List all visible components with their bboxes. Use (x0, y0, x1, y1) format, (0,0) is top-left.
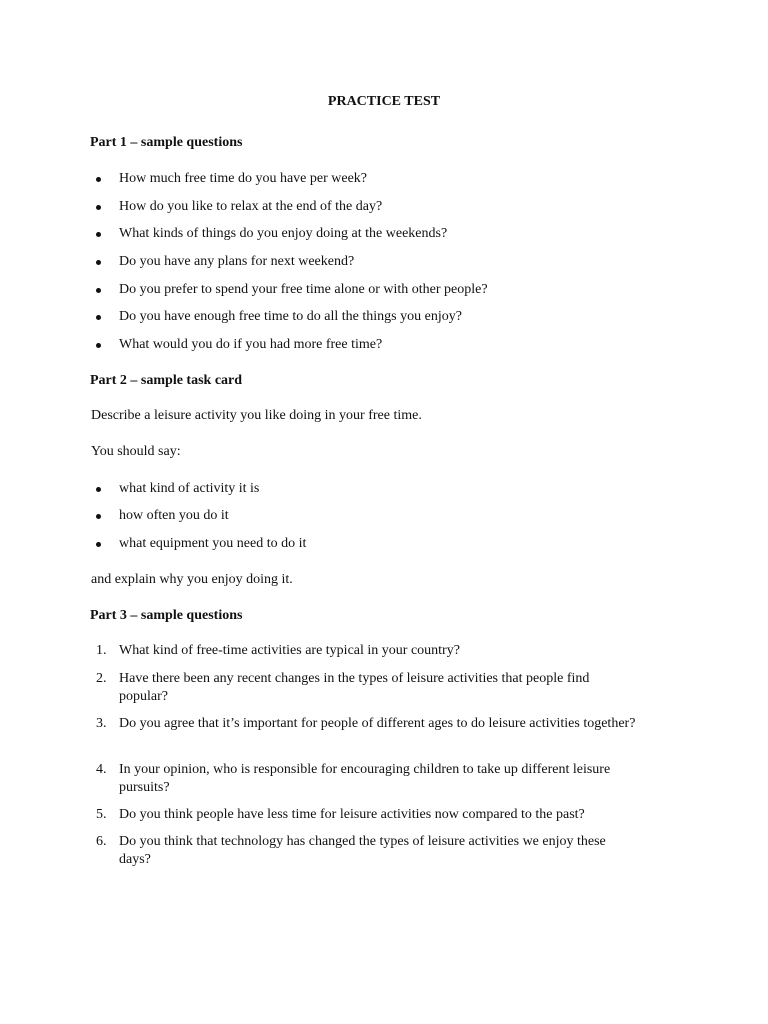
part1-question (0, 171, 600, 187)
part2-heading: Part 2 – sample task card (90, 373, 243, 388)
task-description: Describe a leisure activity you like doing in your free time. (91, 408, 422, 423)
bullet-icon (96, 343, 101, 348)
question-number: 3. (96, 716, 107, 731)
part1-question (0, 309, 600, 325)
task-closing: and explain why you enjoy doing it. (91, 572, 293, 587)
question-text: Have there been any recent changes in the types of leisure activities that people find popular? (119, 671, 590, 704)
question-text: What kind of free-time activities are typical in your country? (119, 643, 460, 658)
question-text: Do you prefer to spend your free time alone or with other people? (119, 282, 488, 297)
question-number: 1. (96, 643, 107, 658)
should-say-label: You should say: (91, 444, 181, 459)
question-number: 2. (96, 671, 107, 686)
task-point (0, 508, 600, 524)
bullet-icon (96, 315, 101, 320)
question-text: Do you think that technology has changed the types of leisure activities we enjoy these days? (119, 834, 606, 867)
question-text: Do you have enough free time to do all the things you enjoy? (119, 309, 462, 324)
question-text: Do you agree that it’s important for people of different ages to do leisure activities together? (119, 716, 636, 731)
bullet-icon (96, 487, 101, 492)
bullet-icon (96, 288, 101, 293)
bullet-icon (96, 205, 101, 210)
question-text: Do you have any plans for next weekend? (119, 254, 355, 269)
question-text: How do you like to relax at the end of the day? (119, 199, 383, 214)
question-number: 4. (96, 762, 107, 777)
question-number: 5. (96, 807, 107, 822)
part1-question (0, 282, 600, 298)
bullet-icon (96, 260, 101, 265)
page-title: PRACTICE TEST (327, 94, 441, 109)
point-text: what kind of activity it is (119, 481, 260, 496)
bullet-icon (96, 177, 101, 182)
bullet-icon (96, 514, 101, 519)
question-text: What kinds of things do you enjoy doing at the weekends? (119, 226, 448, 241)
bullet-icon (96, 542, 101, 547)
question-text: In your opinion, who is responsible for encouraging children to take up different leisure pursuits? (119, 762, 611, 795)
question-text: How much free time do you have per week? (119, 171, 368, 186)
part1-question (0, 226, 600, 242)
part1-question (0, 254, 600, 270)
part1-question (0, 199, 600, 215)
task-point (0, 536, 600, 552)
point-text: what equipment you need to do it (119, 536, 307, 551)
question-number: 6. (96, 834, 107, 849)
question-text: Do you think people have less time for leisure activities now compared to the past? (119, 807, 585, 822)
question-text: What would you do if you had more free time? (119, 337, 383, 352)
bullet-icon (96, 232, 101, 237)
part1-heading: Part 1 – sample questions (90, 135, 243, 150)
part1-question (0, 337, 600, 353)
point-text: how often you do it (119, 508, 229, 523)
part3-heading: Part 3 – sample questions (90, 608, 243, 623)
task-point (0, 481, 600, 497)
